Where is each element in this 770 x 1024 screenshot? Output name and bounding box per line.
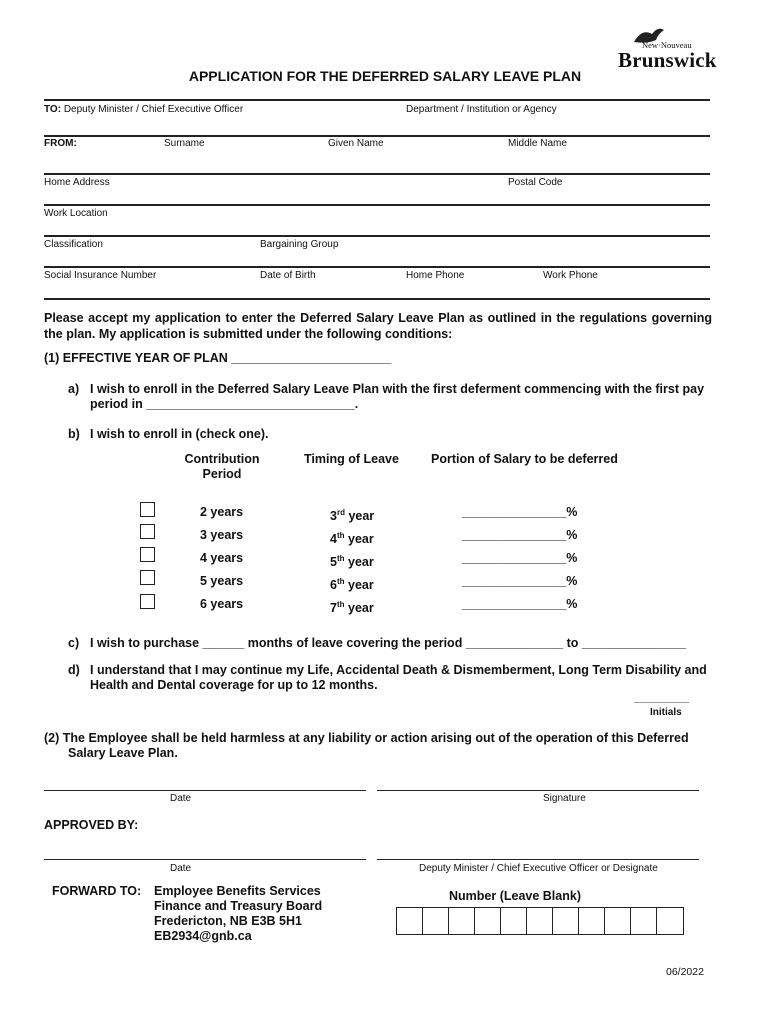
address-line: Employee Benefits Services [154, 884, 321, 898]
surname-label: Surname [164, 138, 205, 149]
home-address-label: Home Address [44, 177, 110, 188]
timing-6th-year: 6th year [330, 577, 374, 593]
portion-6-years[interactable]: _______________% [462, 597, 578, 611]
portion-3-years[interactable]: _______________% [462, 528, 578, 542]
timing-3rd-year: 3rd year [330, 508, 375, 524]
intro-paragraph: Please accept my application to enter the Deferred Salary Leave Plan as outlined in the regulations governing the plan. My application is submitted under the following conditions: [44, 311, 712, 341]
timing-header: Timing of Leave [304, 452, 399, 466]
number-cell [475, 908, 501, 934]
timing-7th-year: 7th year [330, 600, 374, 616]
forward-to-address [154, 884, 322, 944]
item-d-line1: I understand that I may continue my Life, Accidental Death & Dismemberment, Long Term Disability and [90, 663, 707, 677]
checkbox-4-years[interactable] [140, 547, 155, 562]
divider [44, 204, 710, 206]
number-cell [527, 908, 553, 934]
given-name-label: Given Name [328, 138, 384, 149]
number-cell [605, 908, 631, 934]
middle-name-label: Middle Name [508, 138, 567, 149]
item-a-line1: I wish to enroll in the Deferred Salary Leave Plan with the first deferment commencing with the first pay [90, 382, 705, 396]
classification-label: Classification [44, 239, 103, 250]
checkbox-3-years[interactable] [140, 524, 155, 539]
initials-label: Initials [650, 707, 682, 718]
hold-harmless-line2: Salary Leave Plan. [68, 746, 178, 760]
period-6-years: 6 years [200, 597, 244, 611]
date-label: Date [170, 793, 192, 804]
logo [612, 24, 722, 72]
approved-by-heading: APPROVED BY: [44, 818, 139, 832]
period-3-years: 3 years [200, 528, 244, 542]
period-5-years: 5 years [200, 574, 244, 588]
logo-main-text: Brunswick [618, 48, 717, 72]
signature-line[interactable] [377, 790, 699, 791]
sin-label: Social Insurance Number [44, 270, 157, 281]
checkbox-6-years[interactable] [140, 594, 155, 609]
signature-label: Signature [543, 793, 586, 804]
portion-5-years[interactable]: _______________% [462, 574, 578, 588]
number-cell [657, 908, 683, 934]
number-box-label: Number (Leave Blank) [449, 889, 581, 903]
checkbox-5-years[interactable] [140, 570, 155, 585]
checkbox-2-years[interactable] [140, 502, 155, 517]
designate-label: Deputy Minister / Chief Executive Officer or Designate [419, 863, 658, 874]
divider [44, 173, 710, 175]
forward-to-label: FORWARD TO: [52, 884, 142, 898]
item-b-text: I wish to enroll in (check one). [90, 427, 269, 441]
home-phone-label: Home Phone [406, 270, 465, 281]
initials-line[interactable]: _________ [634, 692, 690, 704]
portion-4-years[interactable]: _______________% [462, 551, 578, 565]
effective-year: (1) EFFECTIVE YEAR OF PLAN _______________________ [44, 351, 392, 365]
to-label: TO: Deputy Minister / Chief Executive Officer [44, 104, 244, 115]
number-cell [553, 908, 579, 934]
timing-5th-year: 5th year [330, 554, 374, 570]
contribution-header: Contribution Period [184, 452, 260, 481]
divider [44, 135, 710, 137]
approval-date-line[interactable] [44, 859, 366, 860]
logo-small-text: New·Nouveau [642, 40, 692, 50]
portion-2-years[interactable]: _______________% [462, 505, 578, 519]
work-location-label: Work Location [44, 208, 108, 219]
dob-label: Date of Birth [260, 270, 316, 281]
item-c-text: I wish to purchase ______ months of leave covering the period ______________ to _______________ [90, 636, 687, 650]
from-label: FROM: [44, 138, 77, 149]
timing-4th-year: 4th year [330, 531, 374, 547]
divider [44, 99, 710, 101]
item-d-line2: Health and Dental coverage for up to 12 months. [90, 678, 378, 692]
approval-signature-line[interactable] [377, 859, 699, 860]
number-box [396, 907, 684, 935]
work-phone-label: Work Phone [543, 270, 598, 281]
email-link: EB2934@gnb.ca [154, 929, 252, 943]
number-cell [397, 908, 423, 934]
item-a-marker: a) [68, 382, 80, 396]
portion-header: Portion of Salary to be deferred [431, 452, 618, 466]
date-line[interactable] [44, 790, 366, 791]
bargaining-group-label: Bargaining Group [260, 239, 339, 250]
item-b-marker: b) [68, 427, 80, 441]
divider [44, 298, 710, 300]
number-cell [631, 908, 657, 934]
number-cell [449, 908, 475, 934]
number-cell [423, 908, 449, 934]
period-2-years: 2 years [200, 505, 244, 519]
address-line: Finance and Treasury Board [154, 899, 323, 913]
postal-code-label: Postal Code [508, 177, 563, 188]
department-label: Department / Institution or Agency [406, 104, 557, 115]
hold-harmless-line1: (2) The Employee shall be held harmless at any liability or action arising out of the operation of this Deferred [44, 731, 689, 745]
address-line: Fredericton, NB E3B 5H1 [154, 914, 302, 928]
item-d-marker: d) [68, 663, 80, 677]
approval-date-label: Date [170, 863, 192, 874]
number-cell [579, 908, 605, 934]
divider [44, 235, 710, 237]
form-revision-date: 06/2022 [666, 966, 704, 978]
item-c-marker: c) [68, 636, 80, 650]
item-a-line2: period in ______________________________. [90, 397, 359, 411]
number-cell [501, 908, 527, 934]
page-title: APPLICATION FOR THE DEFERRED SALARY LEAVE PLAN [188, 68, 582, 84]
divider [44, 266, 710, 268]
period-4-years: 4 years [200, 551, 244, 565]
